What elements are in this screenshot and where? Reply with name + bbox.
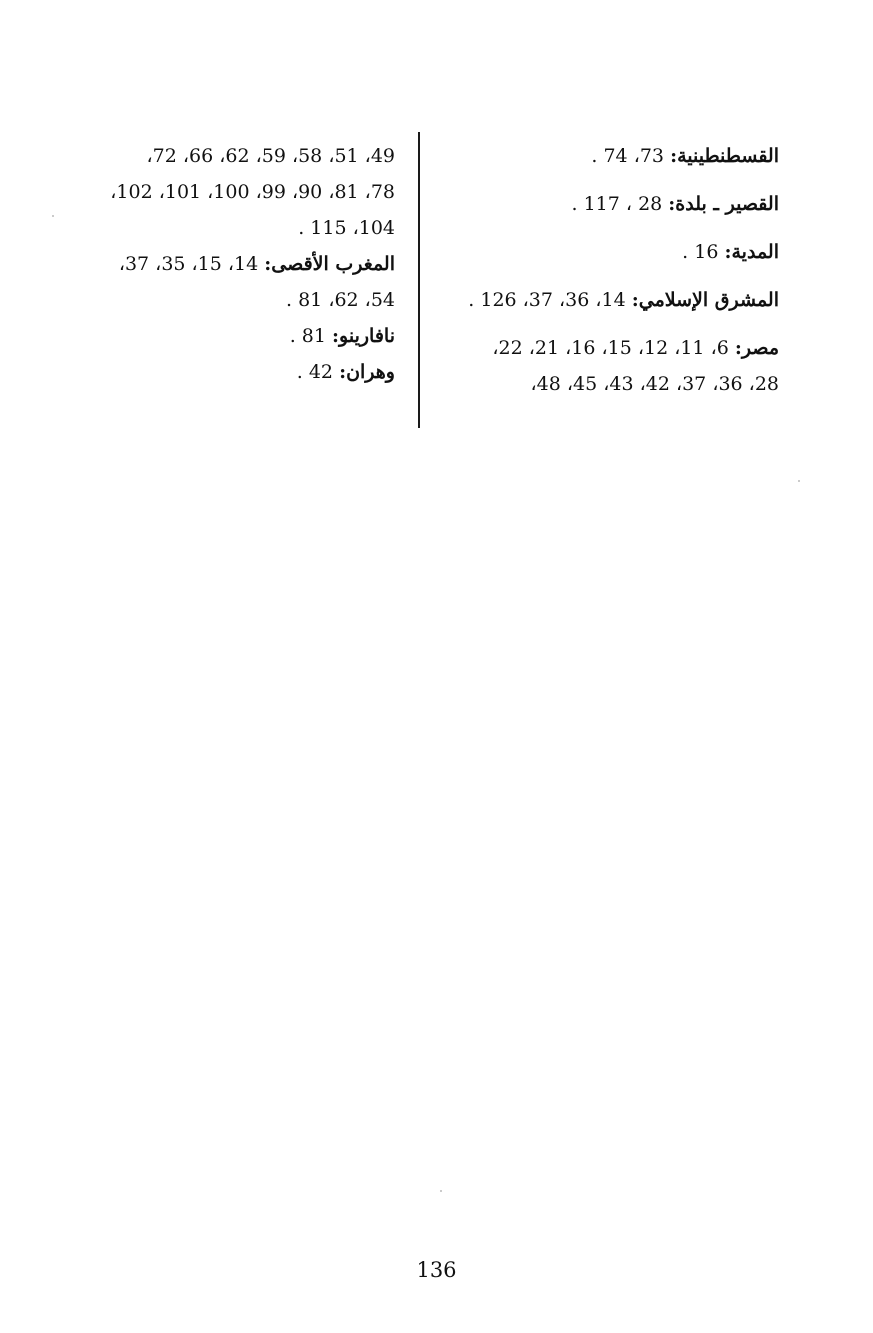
index-term: نافارينو: <box>332 325 395 347</box>
index-refs: 28، 36، 37، 42، 43، 45، 48، <box>530 373 779 395</box>
index-refs: 42 . <box>296 361 334 383</box>
index-entry-navarino <box>55 318 395 354</box>
index-line: 104، 115 . <box>298 217 395 239</box>
index-line: 49، 51، 58، 59، 62، 66، 72، <box>146 145 395 167</box>
index-entry-oran <box>55 354 395 390</box>
index-term: المشرق الإسلامي: <box>631 289 779 311</box>
index-term: وهران: <box>339 361 395 383</box>
index-entry-morocco <box>55 246 395 318</box>
index-line <box>55 246 395 282</box>
index-column-left <box>55 138 395 390</box>
index-line: 78، 81، 90، 99، 100، 101، 102، <box>110 181 395 203</box>
scan-speck <box>52 215 54 217</box>
index-refs: 73، 74 . <box>591 145 665 167</box>
index-refs: 14، 15، 35، 37، <box>118 253 259 275</box>
index-refs: 6، 11، 12، 15، 16، 21، 22، <box>492 337 729 359</box>
index-line: 54، 62، 81 . <box>286 289 395 311</box>
index-term: المغرب الأقصى: <box>264 253 395 275</box>
scan-speck <box>798 480 800 482</box>
index-refs: 16 . <box>682 241 719 263</box>
index-entry-medea <box>439 234 779 270</box>
index-line <box>439 366 779 402</box>
index-entry-continuation <box>55 138 395 246</box>
index-term: القسطنطينية: <box>670 145 779 167</box>
scan-speck <box>440 1190 442 1192</box>
index-refs: 81 . <box>289 325 326 347</box>
index-entry-quseir <box>439 186 779 222</box>
index-entry-constantinople <box>439 138 779 174</box>
index-refs: 14، 36، 37، 126 . <box>468 289 626 311</box>
index-term: المدية: <box>724 241 779 263</box>
index-term: مصر: <box>734 337 779 359</box>
index-column-right <box>439 138 779 402</box>
column-divider <box>418 132 420 428</box>
index-entry-islamic-east <box>439 282 779 318</box>
index-term: القصير ـ بلدة: <box>668 193 779 215</box>
index-entry-egypt <box>439 330 779 402</box>
page-number: 136 <box>416 1258 457 1282</box>
index-line <box>439 330 779 366</box>
index-refs: 28 ، 117 . <box>571 193 663 215</box>
